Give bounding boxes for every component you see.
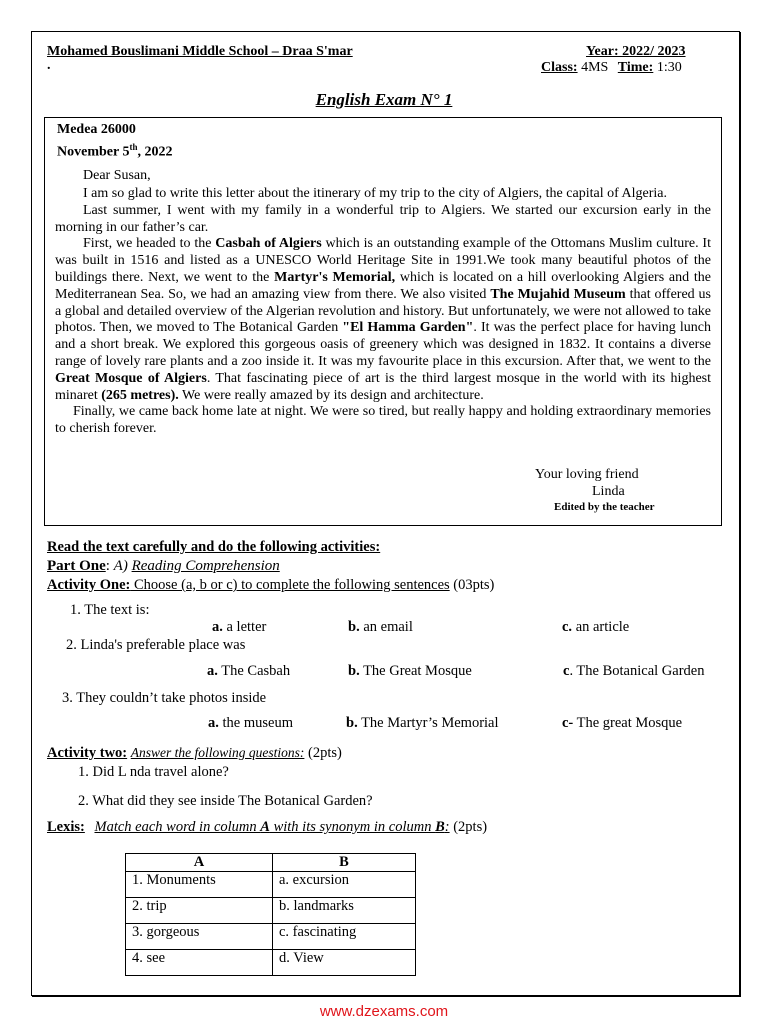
time-value: 1:30 [656, 60, 682, 75]
letter-paragraph-4: Finally, we came back home late at night. We were so tired, but really happy and holding extraordinary memories to cherish forever. [55, 404, 711, 437]
letter-text [55, 122, 711, 438]
letter-greeting: Dear Susan, [83, 168, 151, 184]
column-a-cell: 1. Monuments [126, 872, 273, 898]
q2-option-b [348, 663, 472, 680]
lexis-instruction: : [444, 819, 450, 835]
column-b-cell: a. excursion [273, 872, 416, 898]
column-b-cell: c. fascinating [273, 924, 416, 950]
p3-text: which is an outstanding example of the Ottomans Muslim culture. It was built in 1516 and listed as a UNESCO World Heritage Site in 1991.We took many beautiful photos of the buildings there. Next, we went to the [55, 236, 711, 286]
option-text: The Great Mosque [359, 663, 472, 679]
q1-option-b [348, 619, 413, 636]
q3-option-b [346, 715, 499, 732]
school-name: Mohamed Bouslimani Middle School – Draa S'mar [47, 44, 353, 59]
letter-paragraph-1: I am so glad to write this letter about the itinerary of my trip to the city of Algiers, the capital of Algeria. [83, 186, 667, 202]
option-letter: a. [208, 715, 219, 731]
activity-two-label: Activity two: [47, 745, 128, 761]
option-text: an article [572, 619, 630, 635]
p3-text: which is located on a hill overlooking Algiers and the Mediterranean Sea. So, we had an amazing view from there. We also visited [55, 270, 711, 302]
memorial-bold: Martyr's Memorial, [274, 270, 396, 286]
option-text: the museum [218, 715, 293, 731]
option-text: an email [359, 619, 413, 635]
option-text: The Martyr’s Memorial [357, 715, 499, 731]
option-letter: c. [562, 619, 573, 635]
column-b-cell: b. landmarks [273, 898, 416, 924]
q2-option-c [563, 663, 704, 680]
activity-two-question-2: 2. What did they see inside The Botanical Garden? [78, 793, 373, 809]
letter-date [57, 139, 711, 161]
class-time-line [541, 60, 682, 76]
footer-link[interactable]: www.dzexams.com [319, 1003, 449, 1020]
option-text: The Casbah [217, 663, 291, 679]
activity-two-heading [47, 745, 342, 762]
casbah-bold: Casbah of Algiers [215, 236, 322, 252]
table-row [126, 872, 416, 898]
activity-one-instruction: Choose (a, b or c) to complete the following sentences [130, 577, 450, 593]
option-text: The great Mosque [573, 715, 683, 731]
column-a-header: A [126, 854, 273, 872]
activity-two-question-1: 1. Did L nda travel alone? [78, 764, 229, 780]
p3-text: First, we headed to the [83, 236, 216, 252]
activity-one-heading [47, 577, 494, 594]
activity-one-label: Activity One: [47, 577, 131, 593]
part-one-label: Part One [47, 558, 106, 574]
header-dot: . [47, 58, 51, 73]
option-letter: b. [346, 715, 358, 731]
q3-option-a [208, 715, 293, 732]
part-one-title: Reading Comprehension [131, 558, 280, 574]
p3-text: We were really amazed by its design and architecture. [178, 387, 484, 403]
activity-two-points: (2pts) [304, 745, 342, 761]
column-a-cell: 4. see [126, 950, 273, 976]
letter-box [44, 117, 722, 526]
date-suffix: th [129, 141, 138, 152]
option-text: a letter [222, 619, 267, 635]
time-label: Time: [617, 60, 654, 75]
table-row [126, 950, 416, 976]
column-a-cell: 2. trip [126, 898, 273, 924]
p3-text: . That fascinating piece of art is the third largest mosque in the world with its highest minaret [55, 370, 711, 403]
p3-text: that offered us a global and detailed overview of the Algerian revolution and history. But unfortunately, we were not allowed to take photos. Then, we moved to The Botanical Garden [55, 286, 712, 336]
date-main: November 5 [57, 144, 130, 160]
lexis-heading [47, 819, 487, 836]
edited-note: Edited by the teacher [554, 501, 655, 513]
table-row [126, 924, 416, 950]
q2-option-a [207, 663, 290, 680]
museum-bold: The Mujahid Museum [490, 286, 626, 302]
letter-paragraph-2: Last summer, I went with my family in a wonderful trip to Algiers. We started our excursion early in the morning in our father’s car. [55, 202, 711, 235]
letter-closing: Your loving friend [535, 467, 639, 482]
option-letter: c [563, 663, 570, 679]
question-3: 3. They couldn’t take photos inside [62, 690, 267, 706]
minaret-bold: (265 metres). [101, 387, 179, 403]
letter-city: Medea 26000 [57, 122, 136, 137]
option-text: . The Botanical Garden [569, 663, 705, 679]
q3-option-c [562, 715, 682, 732]
question-1: 1. The text is: [70, 602, 150, 618]
option-letter: b. [348, 619, 360, 635]
part-one-colon: : [105, 558, 114, 574]
lexis-label: Lexis: [47, 819, 85, 835]
table-row [126, 898, 416, 924]
lexis-instruction: Match each word in column [94, 819, 261, 835]
mosque-bold: Great Mosque of Algiers [55, 370, 207, 386]
column-a-cell: 3. gorgeous [126, 924, 273, 950]
lexis-instruction: with its synonym in column [269, 819, 436, 835]
column-b-cell: d. View [273, 950, 416, 976]
date-year: , 2022 [137, 144, 173, 160]
letter-signature: Linda [592, 484, 625, 499]
school-year: Year: 2022/ 2023 [586, 44, 686, 59]
lexis-col-b-ref: B [435, 819, 445, 835]
question-2: 2. Linda's preferable place was [66, 637, 246, 653]
garden-bold: "El Hamma Garden" [342, 320, 474, 336]
option-letter: b. [348, 663, 360, 679]
instructions: Read the text carefully and do the following activities: [47, 539, 381, 555]
activity-one-points: (03pts) [449, 577, 495, 593]
activity-two-instruction: Answer the following questions: [130, 745, 305, 760]
class-value: 4MS [581, 60, 609, 75]
part-one-section: A) [113, 558, 132, 574]
q1-option-a [212, 619, 266, 636]
option-letter: a. [207, 663, 218, 679]
p3-text: . It was the perfect place for having lunch and a short break. We explored this gorgeous oasis of greenery which was designed in 1832. It contains a diverse range of lovely rare plants and a zoo inside it. It was my favourite place in this excursion. After that, we went to the [55, 320, 711, 370]
column-b-header: B [273, 854, 416, 872]
lexis-table [125, 853, 416, 976]
q1-option-c [562, 619, 629, 636]
option-letter: c- [562, 715, 574, 731]
part-one-heading [47, 558, 280, 575]
option-letter: a. [212, 619, 223, 635]
exam-title: English Exam N° 1 [315, 90, 453, 109]
class-label: Class: [541, 60, 578, 75]
lexis-points: (2pts) [449, 819, 488, 835]
letter-paragraph-3 [55, 236, 711, 404]
lexis-col-a-ref: A [260, 819, 270, 835]
